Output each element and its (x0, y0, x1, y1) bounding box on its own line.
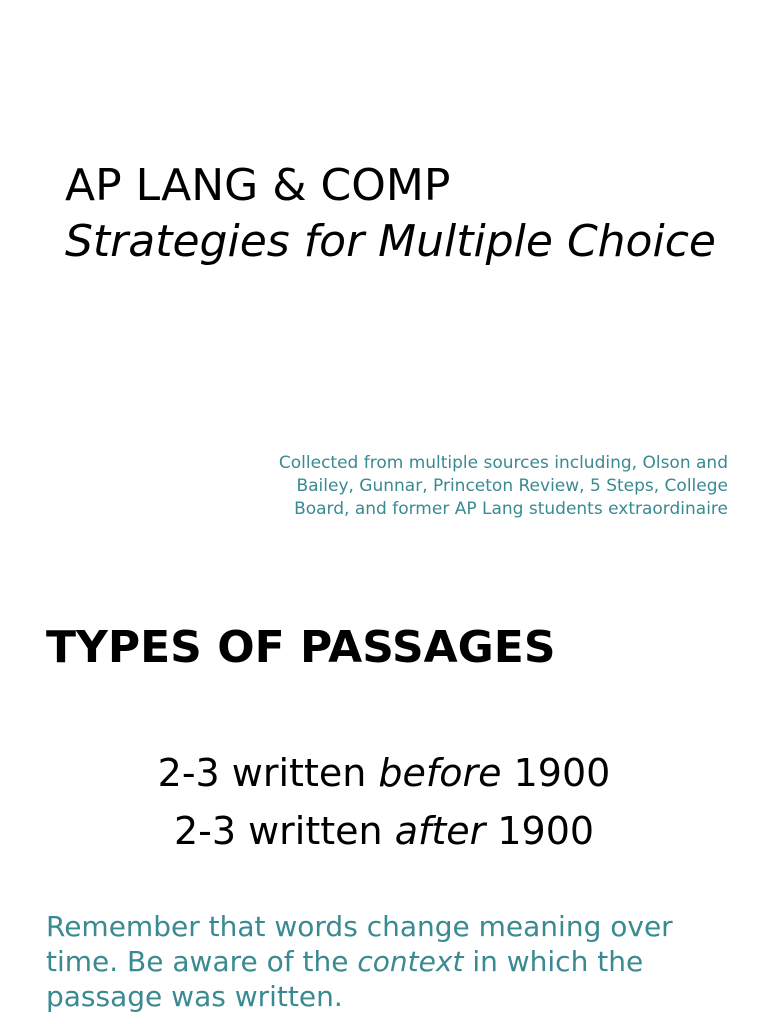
section-heading: TYPES OF PASSAGES (46, 622, 556, 673)
slide-subtitle: Strategies for Multiple Choice (65, 216, 716, 267)
slide-types-of-passages (0, 576, 768, 1024)
reminder-text (46, 909, 746, 1014)
passage-line-before (0, 744, 768, 802)
passage-line-emphasis: before (378, 751, 502, 795)
title-block (65, 158, 745, 269)
reminder-after: in which the passage was written. (46, 945, 644, 1013)
reminder-emphasis: context (357, 945, 464, 978)
reminder-before: Remember that words change meaning over time. Be aware of the (46, 910, 673, 978)
passage-line-suffix: 1900 (501, 751, 611, 795)
passage-line-emphasis: after (394, 809, 486, 853)
passage-line-suffix: 1900 (485, 809, 595, 853)
credits-text: Collected from multiple sources including, Olson and Bailey, Gunnar, Princeton Review, 5 Steps, College Board, and former AP Lang students extraordinaire (278, 453, 728, 519)
passage-line-after (0, 802, 768, 860)
passage-line-prefix: 2-3 written (157, 751, 379, 795)
slide-title-heading: AP LANG & COMP (65, 160, 451, 211)
passage-line-prefix: 2-3 written (173, 809, 395, 853)
passage-list (0, 744, 768, 860)
